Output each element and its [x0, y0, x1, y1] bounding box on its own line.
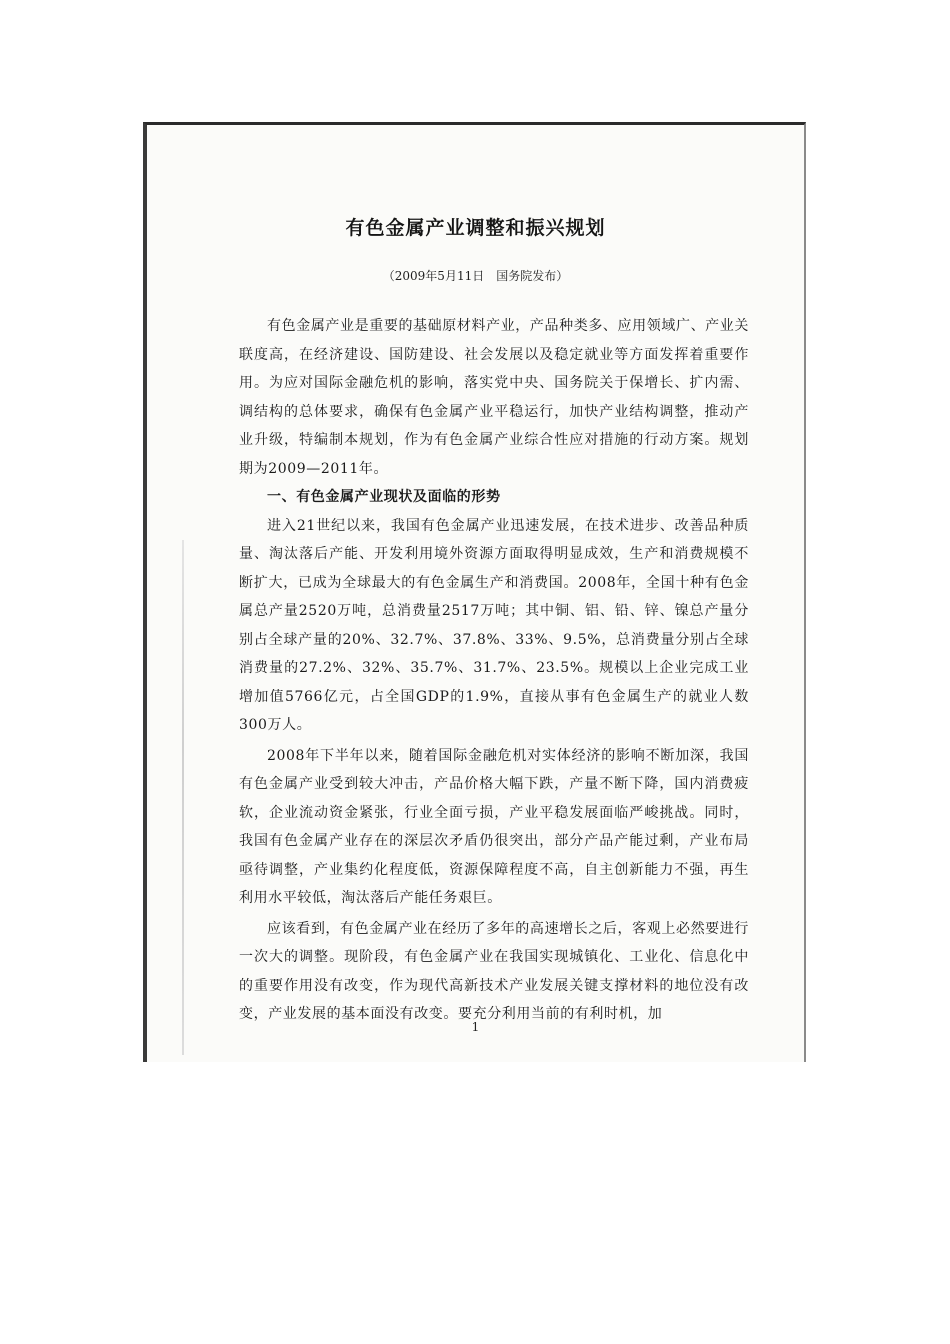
paragraph-intro: 有色金属产业是重要的基础原材料产业，产品种类多、应用领域广、产业关联度高，在经济建设、国防建设、社会发展以及稳定就业等方面发挥着重要作用。为应对国际金融危机的影响，落实党中央、国务院关于保增长、扩内需、调结构的总体要求，确保有色金属产业平稳运行，加快产业结构调整，推动产业升级，特编制本规划，作为有色金属产业综合性应对措施的行动方案。规划期为2009—2011年。 [239, 318, 749, 477]
document-title: 有色金属产业调整和振兴规划 [345, 217, 606, 239]
scan-shadow-edge [182, 540, 184, 1055]
page-number: 1 [471, 1020, 480, 1034]
paragraph-status: 进入21世纪以来，我国有色金属产业迅速发展，在技术进步、改善品种质量、淘汰落后产能、开发利用境外资源方面取得明显成效，生产和消费规模不断扩大，已成为全球最大的有色金属生产和消费国。2008年，全国十种有色金属总产量2520万吨，总消费量2517万吨；其中铜、铝、铅、锌、镍总产量分别占全球产量的20%、32.7%、37.8%、33%、9.5%，总消费量分别占全球消费量的27.2%、32%、35.7%、31.7%、23.5%。规模以上企业完成工业增加值5766亿元，占全国GDP的1.9%，直接从事有色金属生产的就业人数300万人。 [239, 517, 749, 733]
document-subtitle: （2009年5月11日 国务院发布） [382, 269, 569, 283]
document-body [239, 312, 749, 1029]
paragraph-outlook: 应该看到，有色金属产业在经历了多年的高速增长之后，客观上必然要进行一次大的调整。现阶段，有色金属产业在我国实现城镇化、工业化、信息化中的重要作用没有改变，作为现代高新技术产业发展关键支撑材料的地位没有改变，产业发展的基本面没有改变。要充分利用当前的有利时机，加 [239, 920, 749, 1022]
scanned-page [143, 122, 806, 1062]
paragraph-crisis: 2008年下半年以来，随着国际金融危机对实体经济的影响不断加深，我国有色金属产业受到较大冲击，产品价格大幅下跌，产量不断下降，国内消费疲软，企业流动资金紧张，行业全面亏损，产业平稳发展面临严峻挑战。同时，我国有色金属产业存在的深层次矛盾仍很突出，部分产品产能过剩，产业布局亟待调整，产业集约化程度低，资源保障程度不高，自主创新能力不强，再生利用水平较低，淘汰落后产能任务艰巨。 [239, 747, 749, 906]
section-heading: 一、有色金属产业现状及面临的形势 [267, 489, 501, 505]
